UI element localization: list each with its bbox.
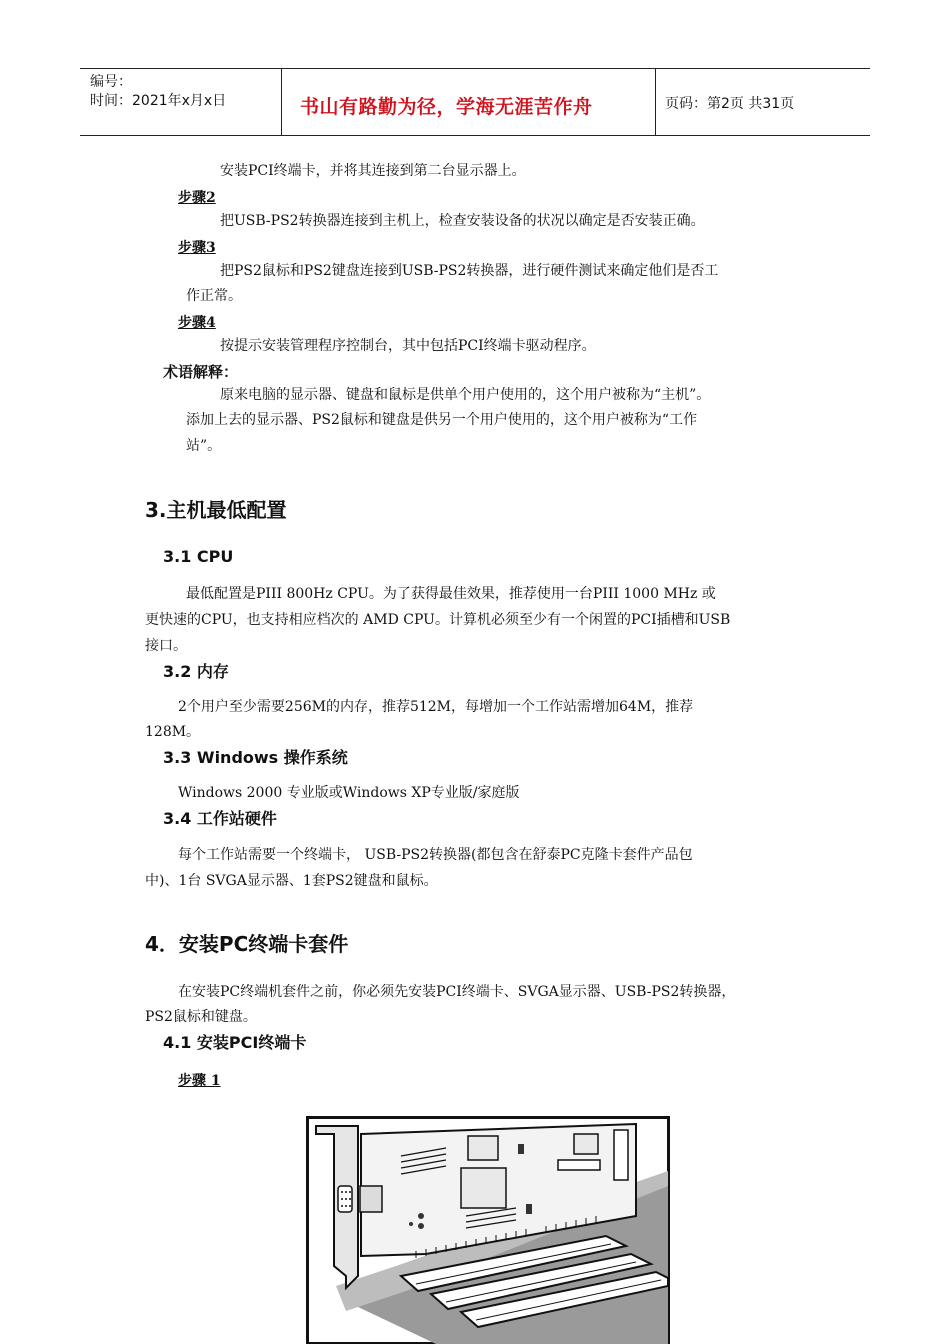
section4-line2: PS2鼠标和键盘。 (145, 1009, 257, 1025)
section4-heading: 4．安装PC终端卡套件 (145, 932, 349, 956)
section3-4-line1: 每个工作站需要一个终端卡， USB-PS2转换器(都包含在舒泰PC克隆卡套件产品包 (178, 847, 693, 863)
section4-line1: 在安装PC终端机套件之前，你必须先安装PCI终端卡、SVGA显示器、USB-PS2转换器， (178, 984, 736, 1000)
section3-2-heading: 3.2 内存 (163, 662, 229, 681)
section3-1-heading: 3.1 CPU (163, 547, 234, 566)
header-divider-left (281, 68, 282, 135)
section3-1-line2: 更快速的CPU，也支持相应档次的 AMD CPU。计算机必须至少有一个闲置的PCI插槽和USB (145, 612, 731, 628)
terms-title: 术语解释： (163, 363, 239, 381)
header-page-number: 页码：第2页 共31页 (665, 96, 795, 112)
header-time: 时间：2021年x月x日 (90, 93, 227, 109)
step2-title: 步骤2 (178, 190, 216, 206)
section3-1-line3: 接口。 (145, 638, 187, 654)
header-divider-right (655, 68, 656, 135)
step4-title: 步骤4 (178, 315, 216, 331)
section3-2-line1: 2个用户至少需要256M的内存，推荐512M，每增加一个工作站需增加64M，推荐 (178, 699, 694, 715)
step4-text: 按提示安装管理程序控制台，其中包括PCI终端卡驱动程序。 (220, 338, 596, 354)
header-motto: 书山有路勤为径，学海无涯苦作舟 (300, 96, 593, 118)
step3-text-line1: 把PS2鼠标和PS2键盘连接到USB-PS2转换器，进行硬件测试来确定他们是否工 (220, 263, 719, 279)
header-top-rule (80, 68, 870, 69)
header-bottom-rule (80, 135, 870, 136)
section3-3-heading: 3.3 Windows 操作系统 (163, 748, 348, 767)
section3-heading: 3.主机最低配置 (145, 498, 287, 522)
step3-title: 步骤3 (178, 240, 216, 256)
section3-1-line1: 最低配置是PIII 800Hz CPU。为了获得最佳效果，推荐使用一台PIII 1000 MHz 或 (186, 586, 716, 602)
terms-line2: 添加上去的显示器、PS2鼠标和键盘是供另一个用户使用的，这个用户被称为“工作 (186, 412, 698, 428)
terms-line1: 原来电脑的显示器、键盘和鼠标是供单个用户使用的，这个用户被称为“主机”。 (220, 387, 711, 403)
step2-text: 把USB-PS2转换器连接到主机上，检查安装设备的状况以确定是否安装正确。 (220, 213, 705, 229)
section3-2-line2: 128M。 (145, 724, 201, 740)
section3-3-line1: Windows 2000 专业版或Windows XP专业版/家庭版 (178, 785, 520, 801)
step1-continuation: 安装PCI终端卡，并将其连接到第二台显示器上。 (220, 163, 526, 179)
terms-line3: 站”。 (186, 438, 222, 454)
header-number: 编号： (90, 74, 132, 90)
section4-1-heading: 4.1 安装PCI终端卡 (163, 1033, 307, 1052)
section3-4-line2: 中)、1台 SVGA显示器、1套PS2键盘和鼠标。 (145, 873, 438, 889)
section3-4-heading: 3.4 工作站硬件 (163, 809, 277, 828)
section4-step1-title: 步骤 1 (178, 1073, 221, 1089)
pci-card-install-illustration (306, 1116, 670, 1344)
step3-text-line2: 作正常。 (186, 288, 242, 304)
